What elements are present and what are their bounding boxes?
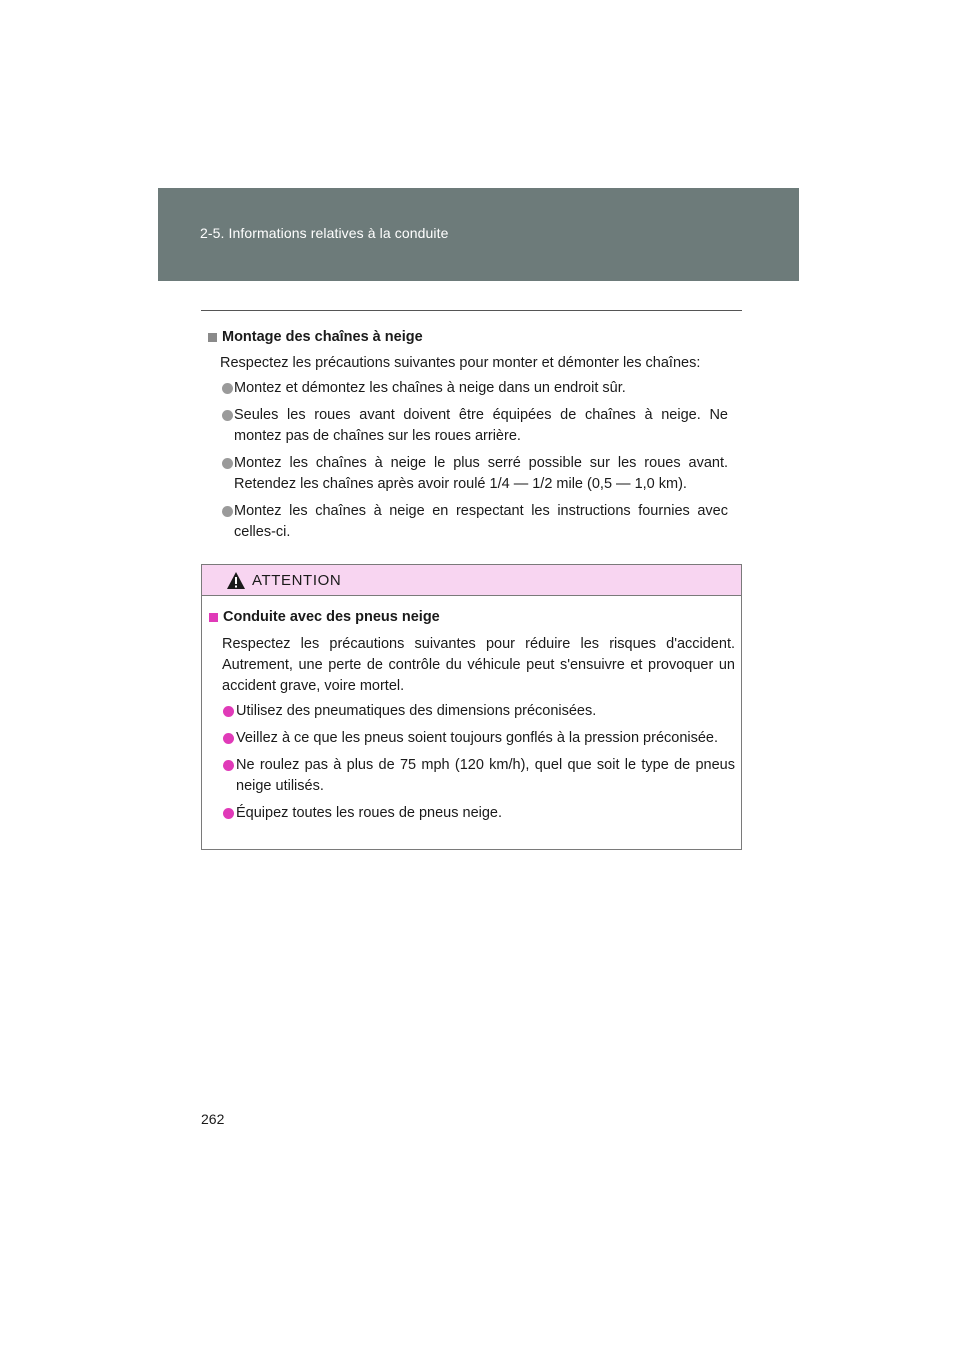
list-item-text: Seules les roues avant doivent être équipées de chaînes à neige. Ne montez pas de chaînes sur les roues arrière.: [234, 407, 728, 444]
list-item: [209, 728, 735, 749]
list-item: [208, 501, 728, 543]
list-item: [209, 755, 735, 797]
attention-box: [201, 564, 742, 850]
attention-header: [202, 565, 741, 596]
circle-bullet-icon: [223, 706, 234, 717]
list-item: [209, 803, 735, 824]
attention-intro: Respectez les précautions suivantes pour réduire les risques d'accident. Autrement, une perte de contrôle du véhicule peut s'ensuivre et provoquer un accident grave, voire mortel.: [222, 636, 735, 694]
circle-bullet-icon: [222, 458, 233, 469]
attention-heading: [209, 606, 735, 628]
circle-bullet-icon: [222, 410, 233, 421]
circle-bullet-icon: [223, 760, 234, 771]
circle-bullet-icon: [223, 808, 234, 819]
list-item: [208, 378, 728, 399]
list-item: [208, 453, 728, 495]
circle-bullet-icon: [222, 383, 233, 394]
list-item-text: Veillez à ce que les pneus soient toujours gonflés à la pression préconisée.: [236, 730, 719, 746]
warning-triangle-icon: [226, 571, 246, 590]
list-item: [209, 701, 735, 722]
snow-chains-heading: [208, 326, 728, 348]
attention-heading-text: Conduite avec des pneus neige: [223, 609, 440, 625]
header-band: [158, 188, 799, 281]
list-item: [208, 405, 728, 447]
snow-chains-intro: Respectez les précautions suivantes pour monter et démonter les chaînes:: [220, 355, 701, 371]
list-item-text: Montez et démontez les chaînes à neige dans un endroit sûr.: [234, 380, 626, 396]
list-item-text: Montez les chaînes à neige en respectant les instructions fournies avec celles-ci.: [234, 503, 728, 540]
list-item-text: Utilisez des pneumatiques des dimensions préconisées.: [236, 703, 597, 719]
attention-list: [209, 701, 735, 824]
list-item-text: Ne roulez pas à plus de 75 mph (120 km/h), quel que soit le type de pneus neige utilisés.: [236, 757, 735, 794]
square-bullet-icon: [208, 333, 217, 342]
list-item-text: Montez les chaînes à neige le plus serré possible sur les roues avant. Retendez les chaînes après avoir roulé 1/4 — 1/2 mile (0,5 — 1,0 km).: [234, 455, 728, 492]
attention-body: [202, 596, 741, 824]
circle-bullet-icon: [223, 733, 234, 744]
top-divider: [201, 310, 742, 311]
circle-bullet-icon: [222, 506, 233, 517]
attention-title: ATTENTION: [252, 571, 342, 589]
square-bullet-icon: [209, 613, 218, 622]
snow-chains-heading-text: Montage des chaînes à neige: [222, 329, 423, 345]
list-item-text: Équipez toutes les roues de pneus neige.: [236, 805, 503, 821]
snow-chains-list: [208, 378, 728, 543]
snow-chains-section: [208, 326, 728, 549]
section-title: 2-5. Informations relatives à la conduite: [200, 225, 449, 241]
page-number: 262: [201, 1111, 225, 1127]
